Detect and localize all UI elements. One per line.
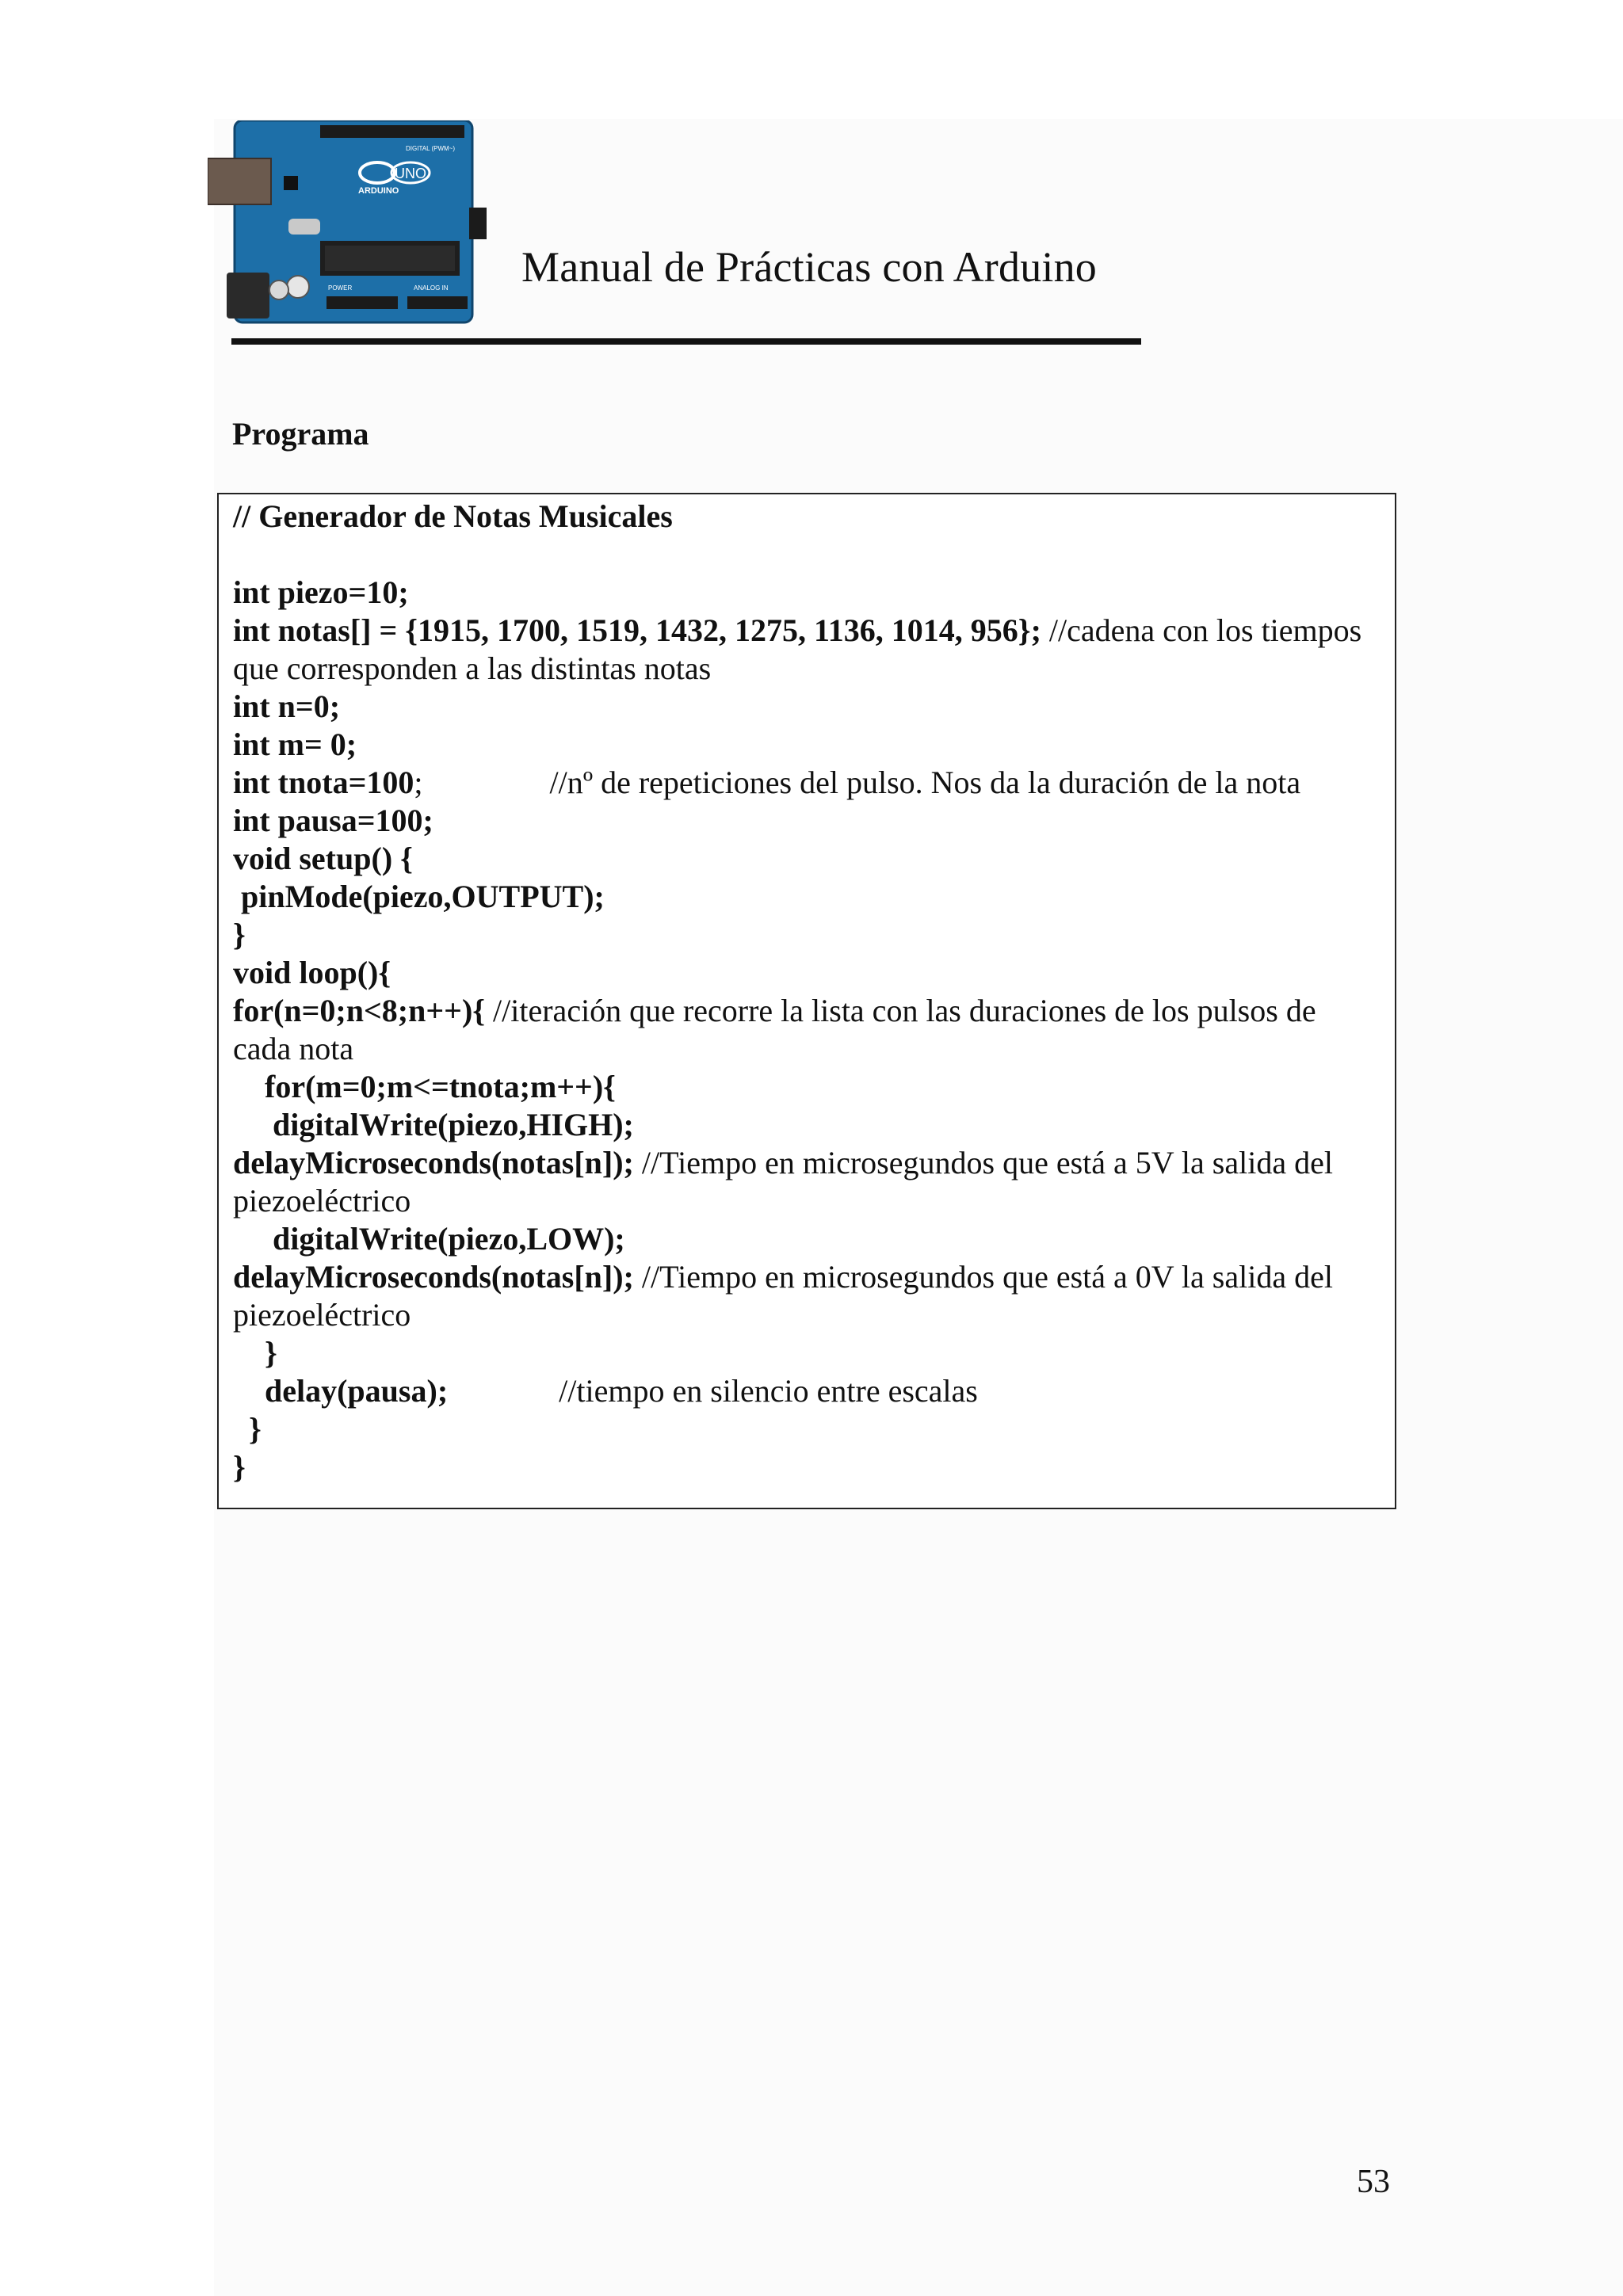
code-line	[233, 536, 1381, 574]
svg-text:ARDUINO: ARDUINO	[358, 186, 399, 196]
svg-text:DIGITAL (PWM~): DIGITAL (PWM~)	[406, 145, 455, 152]
header-divider	[231, 338, 1141, 345]
page-number: 53	[1357, 2164, 1390, 2200]
svg-text:POWER: POWER	[328, 284, 353, 292]
code-line: digitalWrite(piezo,LOW);	[233, 1221, 625, 1257]
code-line: int m= 0;	[233, 727, 357, 762]
code-line: delayMicroseconds(notas[n]); //Tiempo en microsegundos que está a 0V la salida del piezoeléctrico	[233, 1259, 1333, 1333]
code-line: void setup() {	[233, 841, 413, 876]
code-line: pinMode(piezo,OUTPUT);	[233, 879, 605, 914]
code-line: delay(pausa); //tiempo en silencio entre escalas	[233, 1373, 978, 1409]
code-line: }	[233, 917, 246, 952]
code-line: int notas[] = {1915, 1700, 1519, 1432, 1275, 1136, 1014, 956}; //cadena con los tiempos que corresponden a las distintas notas	[233, 612, 1362, 686]
code-line: int tnota=100; //nº de repeticiones del pulso. Nos da la duración de la nota	[233, 765, 1301, 800]
code-line: // Generador de Notas Musicales	[233, 498, 673, 534]
code-line: int piezo=10;	[233, 574, 409, 610]
code-line: for(n=0;n<8;n++){ //iteración que recorre la lista con las duraciones de los pulsos de cada nota	[233, 993, 1316, 1066]
svg-text:UNO: UNO	[395, 166, 426, 181]
section-title: Programa	[232, 416, 369, 452]
svg-text:ANALOG IN: ANALOG IN	[414, 284, 449, 292]
arduino-board-image	[208, 120, 493, 325]
document-header-title: Manual de Prácticas con Arduino	[521, 243, 1097, 291]
code-line: delayMicroseconds(notas[n]); //Tiempo en microsegundos que está a 5V la salida del piezoeléctrico	[233, 1145, 1333, 1219]
code-line: }	[233, 1335, 277, 1371]
code-line: }	[233, 1449, 246, 1485]
code-line: int n=0;	[233, 688, 341, 724]
code-listing-box	[217, 493, 1396, 1509]
code-line: digitalWrite(piezo,HIGH);	[233, 1107, 634, 1142]
code-line: void loop(){	[233, 955, 391, 990]
code-line: for(m=0;m<=tnota;m++){	[233, 1069, 616, 1104]
code-line: }	[233, 1411, 262, 1447]
code-line: int pausa=100;	[233, 803, 433, 838]
